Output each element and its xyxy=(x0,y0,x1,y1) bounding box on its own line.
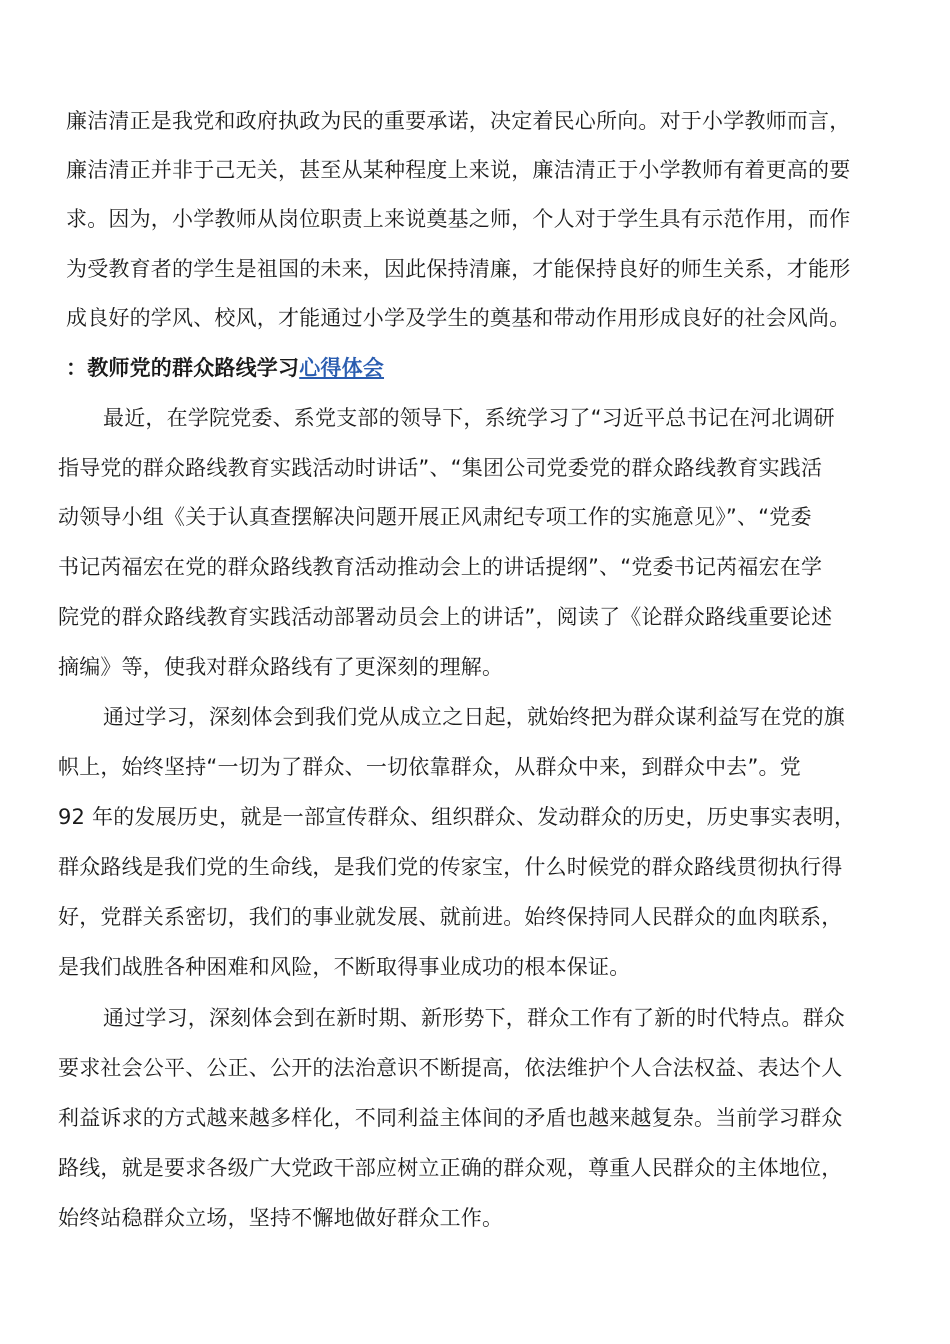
paragraph-2-line-1: 最近，在学院党委、系党支部的领导下，系统学习了“习近平总书记在河北调研 xyxy=(103,406,835,430)
paragraph-1-line-4: 为受教育者的学生是祖国的未来，因此保持清廉，才能保持良好的师生关系，才能形 xyxy=(66,257,851,281)
paragraph-2-line-5: 院党的群众路线教育实践活动部署动员会上的讲话”，阅读了《论群众路线重要论述 xyxy=(58,605,833,629)
paragraph-3-line-4: 群众路线是我们党的生命线，是我们党的传家宝，什么时候党的群众路线贯彻执行得 xyxy=(58,855,843,879)
section-heading-text: ：教师党的群众路线学习 xyxy=(66,356,300,380)
heading-link[interactable]: 心得体会 xyxy=(299,356,385,380)
paragraph-3-line-1: 通过学习，深刻体会到我们党从成立之日起，就始终把为群众谋利益写在党的旗 xyxy=(103,705,845,729)
paragraph-4-line-4: 路线，就是要求各级广大党政干部应树立正确的群众观，尊重人民群众的主体地位， xyxy=(58,1156,843,1180)
paragraph-3-line-2: 帜上，始终坚持“一切为了群众、一切依靠群众，从群众中来，到群众中去”。党 xyxy=(58,755,801,779)
paragraph-3-line-5: 好，党群关系密切，我们的事业就发展、就前进。始终保持同人民群众的血肉联系， xyxy=(58,905,843,929)
paragraph-2-line-4: 书记芮福宏在党的群众路线教育活动推动会上的讲话提纲”、“党委书记芮福宏在学 xyxy=(58,555,823,579)
paragraph-1-line-1: 廉洁清正是我党和政府执政为民的重要承诺，决定着民心所向。对于小学教师而言， xyxy=(66,109,851,133)
section-heading xyxy=(66,353,384,383)
paragraph-2-line-2: 指导党的群众路线教育实践活动时讲话”、“集团公司党委党的群众路线教育实践活 xyxy=(58,456,823,480)
paragraph-1-line-2: 廉洁清正并非于己无关，甚至从某种程度上来说，廉洁清正于小学教师有着更高的要 xyxy=(66,158,851,182)
paragraph-2-line-6: 摘编》等，使我对群众路线有了更深刻的理解。 xyxy=(58,655,504,679)
paragraph-3-line-6: 是我们战胜各种困难和风险，不断取得事业成功的根本保证。 xyxy=(58,955,631,979)
paragraph-1-line-5: 成良好的学风、校风，才能通过小学及学生的奠基和带动作用形成良好的社会风尚。 xyxy=(66,306,851,330)
paragraph-4-line-1: 通过学习，深刻体会到在新时期、新形势下，群众工作有了新的时代特点。群众 xyxy=(103,1006,845,1030)
paragraph-4-line-5: 始终站稳群众立场，坚持不懈地做好群众工作。 xyxy=(58,1206,504,1230)
paragraph-4-line-3: 利益诉求的方式越来越多样化，不同利益主体间的矛盾也越来越复杂。当前学习群众 xyxy=(58,1106,843,1130)
paragraph-2-line-3: 动领导小组《关于认真查摆解决问题开展正风肃纪专项工作的实施意见》”、“党委 xyxy=(58,505,812,529)
paragraph-3-line-3: 92 年的发展历史，就是一部宣传群众、组织群众、发动群众的历史，历史事实表明， xyxy=(58,805,856,829)
paragraph-1-line-3: 求。因为，小学教师从岗位职责上来说奠基之师，个人对于学生具有示范作用，而作 xyxy=(66,207,851,231)
paragraph-4-line-2: 要求社会公平、公正、公开的法治意识不断提高，依法维护个人合法权益、表达个人 xyxy=(58,1056,843,1080)
